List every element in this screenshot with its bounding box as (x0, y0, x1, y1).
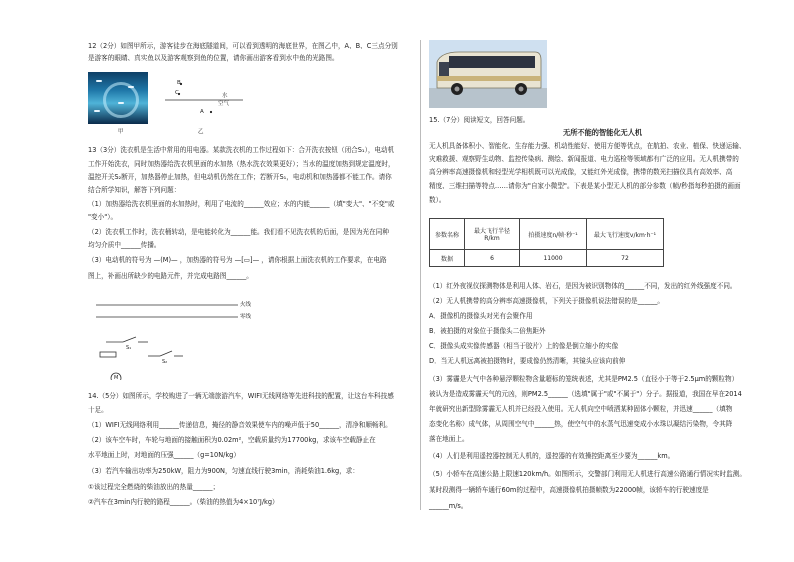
q13-line-10: 图上，补画出所缺少的电路元件，并完成电路图______。 (88, 272, 253, 280)
q14-line-8: ②汽车在3min内行驶的路程______。（柴油的热值为4×10⁷J/kg） (88, 498, 279, 506)
table-header-cell: 最大飞行速度v/km·h⁻¹ (587, 219, 664, 250)
label-motor: M (114, 375, 119, 381)
q15-after-13: （5）小轿车在高速公路上限速120km/h。如图所示，交警部门利用无人机进行高速公路通行情况实时监测。 (429, 470, 746, 478)
q15-option-c: C．摄像头成实像传感器（相当于胶片）上的像是倒立缩小的实像 (429, 342, 619, 350)
q15-after-10: 态变化名称）成气体，从周围空气中______热，使空气中的水蒸气迅速变成小水珠以凝结污染物，令其降 (429, 420, 733, 428)
q13-line-9: （3）电动机的符号为 —(M)— ，加热器的符号为 —[▭]— ，请你根据上面洗衣机的工作要求，在电路 (88, 256, 387, 264)
table-cell: 数据 (430, 250, 465, 267)
q15-line-2: 灾难救援、观察野生动物、监控传染病、测绘、新闻报道、电力巡检等领域都有广泛的应用。无人机携带的 (429, 155, 739, 163)
table-header-cell: 参数名称 (430, 219, 465, 250)
q14-line-2: 十足。 (88, 406, 108, 414)
bus-image (429, 40, 547, 108)
aquarium-tunnel-image (88, 72, 148, 124)
q15-option-a: A．摄像机的摄像头对光有会聚作用 (429, 312, 533, 320)
q15-title: 无所不能的智能化无人机 (563, 128, 643, 137)
q15-after-12: （4）人们是利用遥控器控制无人机的，遥控器的有效操控距离至少要为______km。 (429, 452, 675, 460)
q15-after-11: 落在地面上。 (429, 435, 469, 443)
q12-line2: 是游客的眼睛、真实鱼以及游客观察到鱼的位置，请你画出游客看到水中鱼的光路图。 (88, 54, 339, 62)
q15-line-3: 高分辨率高速摄像机和轻型光学相机既可以光成像，又能红外光成像，携带的数光扫描仪具有高效率、高 (429, 168, 733, 176)
q15-intro: 15.（7分）阅读短文，回答问题。 (429, 116, 530, 124)
q15-after-8: 被认为是造成雾霾天气的元凶，则PM2.5______（选填"属于"或"不属于"）分子。据报道，我国在早在2014 (429, 390, 742, 398)
table-header-cell: 最大飞行半径R/km (465, 219, 520, 250)
q15-after-7: （3）雾霾是大气中各种悬浮颗粒物含量超标的笼统表述，尤其是PM2.5（直径小于等于2.5μm的颗粒物） (429, 375, 739, 383)
q15-after-2: （2）无人机携带的高分辨率高速摄像机，下列关于摄像机说法错误的是______。 (429, 297, 664, 305)
q14-line-5: 水平地面上时，对地面的压强______（g=10N/kg） (88, 451, 240, 459)
q13-line-3: 温控开关S₂断开，加热器停止加热，但电动机仍然在工作；若断开S₁，电动机和加热器都不能工作。请你 (88, 173, 392, 181)
q14-line-1: 14.（5分）如图所示，学校购进了一辆无端旅游汽车，WIFI无线网络等先进科技的配置，让这台车科技感 (88, 392, 394, 400)
label-s2: S₂ (162, 359, 168, 365)
table-header-cell: 拍摄速度n/帧·秒⁻¹ (520, 219, 587, 250)
q13-line-4: 结合所学知识，解答下列问题： (88, 186, 181, 194)
label-water: 水 (222, 93, 228, 99)
q13-line-7: （2）洗衣机工作时，洗衣桶转动，是电能转化为______能。我们看不见洗衣机的后面，是因为光在同种 (88, 228, 389, 236)
label-C: C. (175, 90, 181, 96)
q15-after-15: ______m/s。 (429, 502, 468, 510)
table-cell: 11000 (520, 250, 587, 267)
q13-line-8: 均匀介质中______传播。 (88, 241, 161, 249)
table-header-row (430, 219, 664, 250)
q15-option-b: B．被拍摄的对象位于摄像头二倍焦距外 (429, 327, 546, 335)
table-row (430, 250, 664, 267)
q14-line-6: （3）若汽车输出功率为250kW，阻力为900N，匀速直线行驶3min，消耗柴油1.6kg，求： (88, 467, 359, 475)
q12-line1: 12（2分）如图甲所示，游客徒步在海底隧道间，可以看到透明的海底世界，在图乙中，A、B、C三点分别 (88, 42, 398, 50)
label-air: 空气 (218, 101, 230, 107)
q15-option-d: D．当无人机远离被拍摄物时，要成像仍然清晰，其镜头应该向前伸 (429, 357, 626, 365)
q15-line-1: 无人机具备体积小、智能化、生存能力强、机动性能好、使用方便等优点，在航拍、农业、植保、快递运输、 (429, 142, 746, 150)
drone-params-table (429, 218, 664, 267)
q13-line-2: 工作开始洗衣，同时加热器给洗衣机里面的水加热（热水洗衣效果更好）；当水的温度加热到规定温度时， (88, 160, 395, 168)
q15-line-5: 数）。 (429, 196, 446, 204)
q13-line-5: （1）加热器给洗衣机里面的水加热时，利用了电流的______效应；水的内能______（填"变大"、"不变"或 (88, 200, 395, 208)
caption-jia: 甲 (118, 129, 124, 135)
q13-line-1: 13（3分）洗衣机是生活中常用的用电器。某款洗衣机的工作过程如下：合开洗衣按钮（闭合S₁），电动机 (88, 146, 395, 154)
label-fire-line: 火线 (240, 302, 252, 308)
q14-line-4: （2）该车空车时，车轮与地面的接触面积为0.02m²，空载质量约为17700kg，求该车空载静止在 (88, 436, 376, 444)
table-cell: 6 (465, 250, 520, 267)
q14-line-7: ①该过程完全燃烧的柴油放出的热量______； (88, 483, 220, 491)
label-neutral-line: 零线 (240, 314, 252, 320)
washer-circuit-diagram (88, 300, 288, 380)
label-B: B. (177, 80, 183, 86)
label-A: A (200, 109, 204, 115)
q15-line-4: 精度、三维扫描等特点……请你为"自家小微型"。下表是某小型无人机的部分参数（帧/秒指每秒拍摄的画面 (429, 182, 741, 190)
q15-after-14: 某时段测得一辆轿车通行60m的过程中，高速摄像机拍摄帧数为22000帧，该轿车的行驶速度是 (429, 486, 709, 494)
q15-after-1: （1）红外夜视仪探测物体是利用人体、岩石，是因为被识别物体的______不同，发出的红外线强度不同。 (429, 282, 737, 290)
right-column (421, 0, 794, 562)
q15-after-9: 年就研究出新型除雾霾无人机并已经投入使用。无人机向空中喷洒某种固体小颗粒，并迅速______（填物 (429, 405, 733, 413)
caption-yi: 乙 (198, 129, 204, 135)
label-s1: S₁ (126, 345, 132, 351)
table-cell: 72 (587, 250, 664, 267)
q14-line-3: （1）WIFI无线网络利用______传递信息，掩径的静音效果使车内的噪声低于50______，清净和顺畅利。 (88, 421, 392, 429)
q13-line-6: "变小"）。 (88, 213, 118, 221)
